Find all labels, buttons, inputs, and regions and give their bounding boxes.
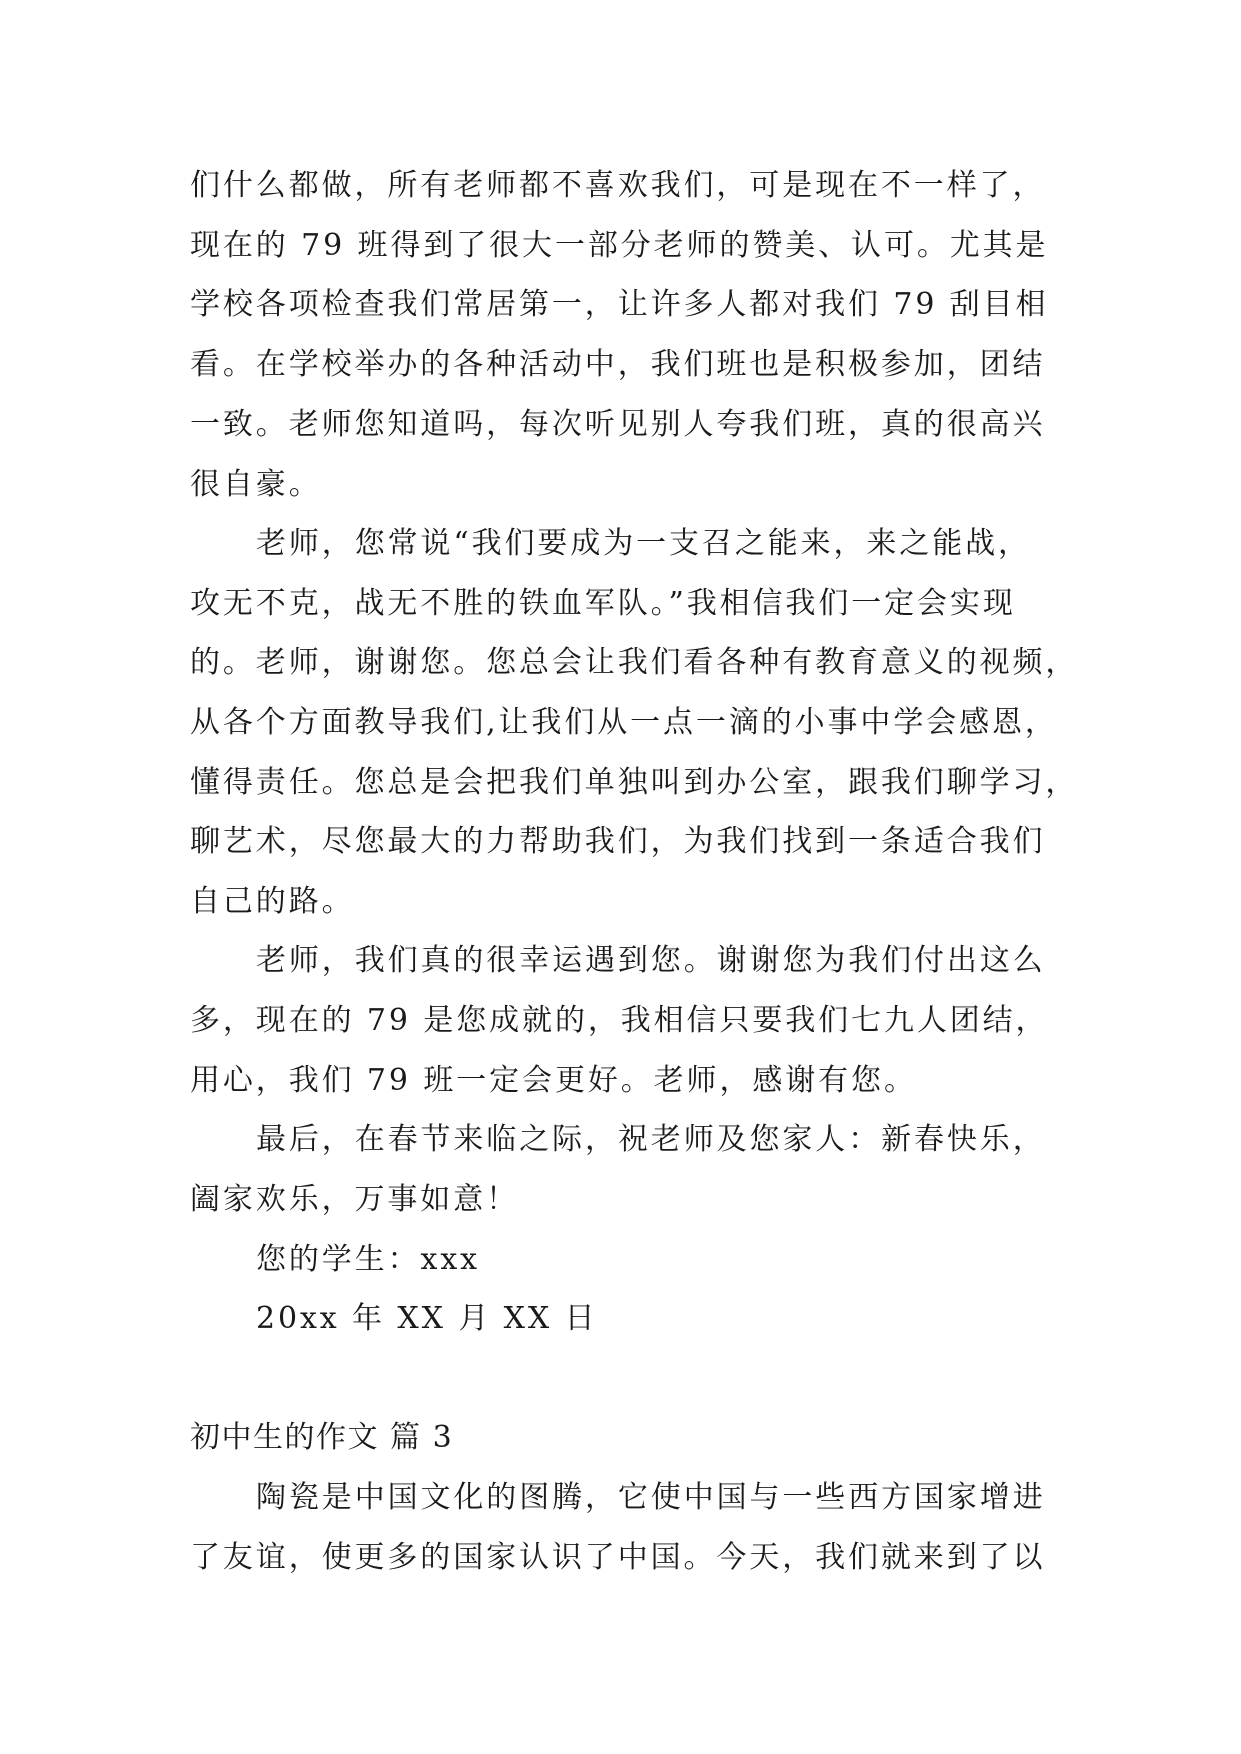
section-heading: 初中生的作文 篇 3 (190, 1420, 454, 1455)
paragraph-line: 们什么都做，所有老师都不喜欢我们，可是现在不一样了， (190, 168, 1046, 203)
paragraph-line: 了友谊，使更多的国家认识了中国。今天，我们就来到了以 (190, 1540, 1046, 1575)
signature-line: 您的学生：xxx (256, 1242, 480, 1277)
paragraph-line: 老师，我们真的很幸运遇到您。谢谢您为我们付出这么 (256, 943, 1046, 978)
paragraph-line: 聊艺术，尽您最大的力帮助我们，为我们找到一条适合我们 (190, 824, 1046, 859)
paragraph-line: 学校各项检查我们常居第一，让许多人都对我们 79 刮目相 (190, 287, 1049, 322)
paragraph-line: 攻无不克，战无不胜的铁血军队。”我相信我们一定会实现 (190, 586, 1016, 621)
paragraph-line: 自己的路。 (190, 884, 355, 919)
paragraph-line: 看。在学校举办的各种活动中，我们班也是积极参加，团结 (190, 347, 1046, 382)
date-line: 20xx 年 XX 月 XX 日 (256, 1301, 598, 1336)
paragraph-line: 老师，您常说“我们要成为一支召之能来，来之能战， (256, 526, 1031, 561)
paragraph-line: 多，现在的 79 是您成就的，我相信只要我们七九人团结， (190, 1003, 1049, 1038)
paragraph-line: 现在的 79 班得到了很大一部分老师的赞美、认可。尤其是 (190, 228, 1049, 263)
paragraph-line: 用心，我们 79 班一定会更好。老师，感谢有您。 (190, 1063, 917, 1098)
paragraph-line: 陶瓷是中国文化的图腾，它使中国与一些西方国家增进 (256, 1480, 1046, 1515)
paragraph-line: 从各个方面教导我们,让我们从一点一滴的小事中学会感恩， (190, 705, 1058, 740)
paragraph-line: 最后，在春节来临之际，祝老师及您家人：新春快乐， (256, 1122, 1046, 1157)
paragraph-line: 很自豪。 (190, 467, 322, 502)
paragraph-line: 的。老师，谢谢您。您总会让我们看各种有教育意义的视频， (190, 645, 1079, 680)
paragraph-line: 阖家欢乐，万事如意！ (190, 1182, 519, 1217)
paragraph-line: 一致。老师您知道吗，每次听见别人夸我们班，真的很高兴 (190, 407, 1046, 442)
paragraph-line: 懂得责任。您总是会把我们单独叫到办公室，跟我们聊学习， (190, 765, 1079, 800)
